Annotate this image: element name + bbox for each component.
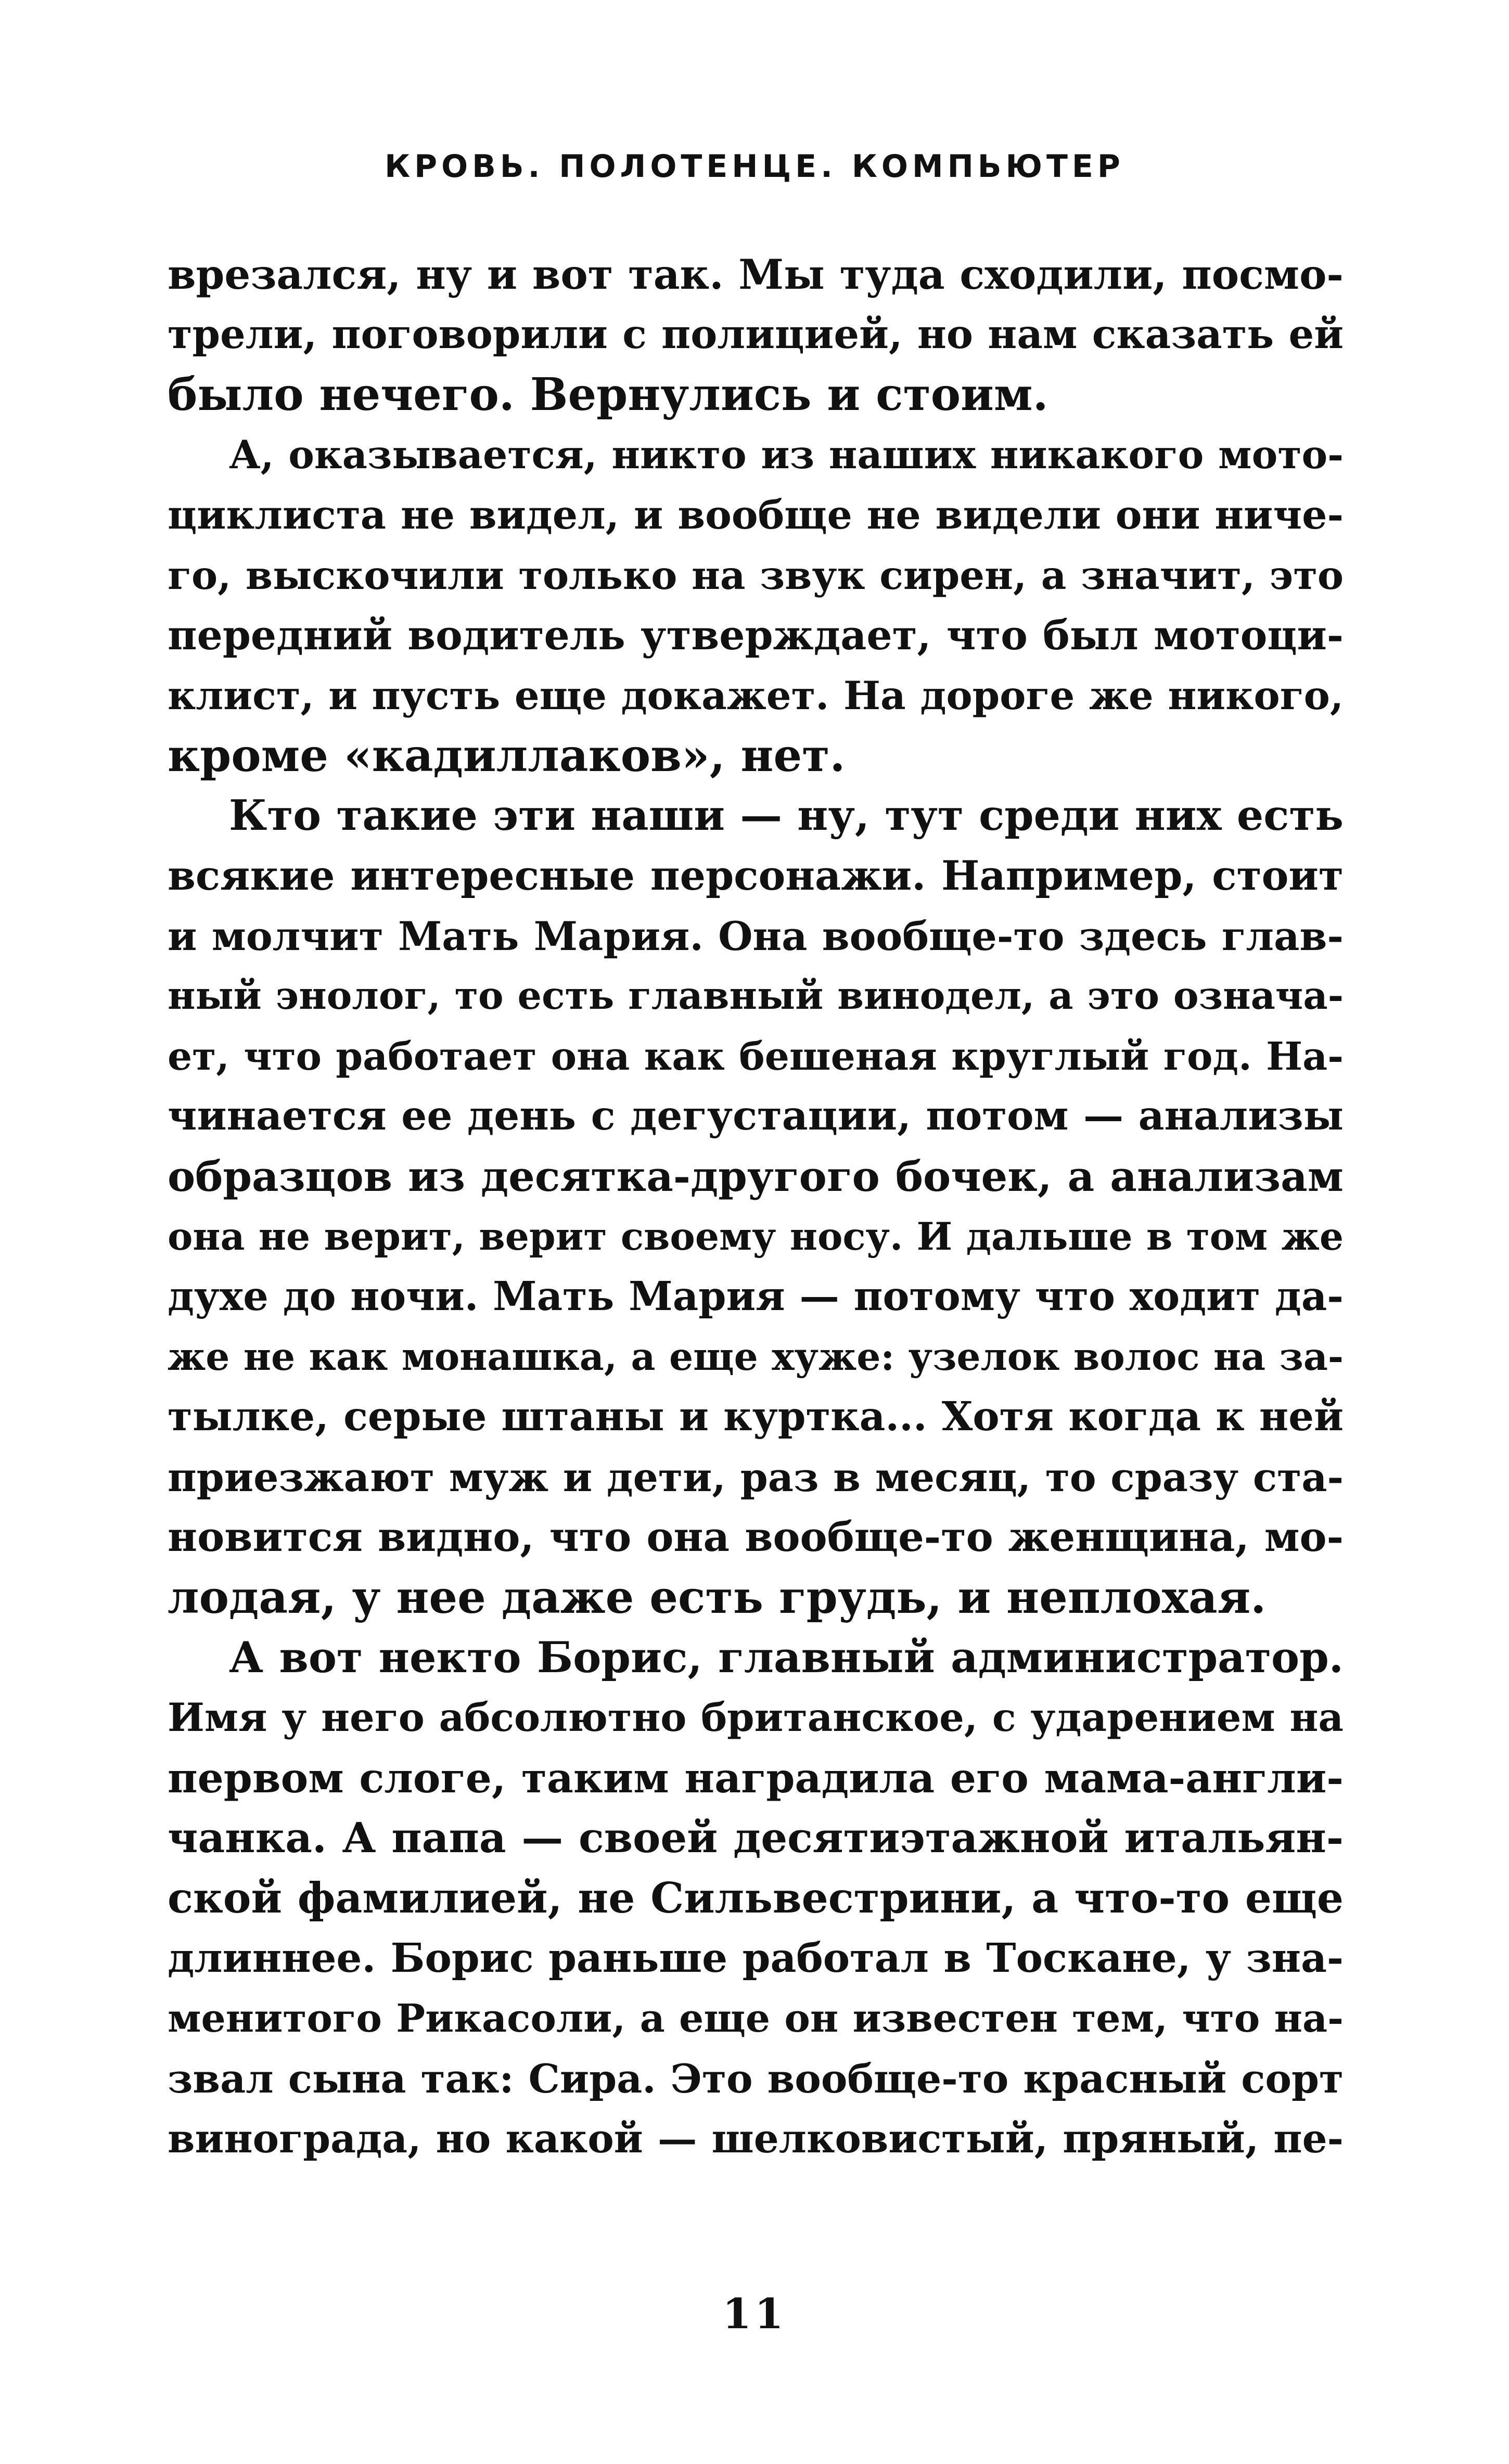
text-line: образцов из десятка-другого бочек, а анализам (168, 1151, 1344, 1201)
text-line: чинается ее день с дегустации, потом — анализы (168, 1093, 1344, 1140)
paragraph-first-line: А вот некто Борис, главный администратор. (229, 1633, 1344, 1683)
text-line: Имя у него абсолютно британское, с ударением на (168, 1695, 1344, 1741)
paragraph-first-line: Кто такие эти наши — ну, тут среди них есть (229, 791, 1344, 841)
text-line: менитого Рикасоли, а еще он известен тем, что на- (168, 1995, 1344, 2042)
text-line: ской фамилией, не Сильвестрини, а что-то еще (168, 1873, 1344, 1923)
text-line: и молчит Мать Мария. Она вообще-то здесь глав- (168, 912, 1344, 959)
text-line: передний водитель утверждает, что был мотоци- (168, 611, 1344, 659)
text-line: же не как монашка, а еще хуже: узелок волос на за- (168, 1334, 1344, 1379)
text-line: лодая, у нее даже есть грудь, и неплохая. (168, 1571, 1267, 1624)
text-line: ет, что работает она как бешеная круглый год. На- (168, 1033, 1344, 1079)
text-line: клист, и пусть еще докажет. На дороге же никого, (168, 672, 1344, 719)
running-title: КРОВЬ. ПОЛОТЕНЦЕ. КОМПЬЮТЕР (385, 148, 1124, 185)
text-line: духе до ночи. Мать Мария — потому что ходит да- (168, 1273, 1344, 1320)
text-line: винограда, но какой — шелковистый, пряный, пе- (168, 2115, 1344, 2162)
text-line: трели, поговорили с полицией, но нам сказать ей (168, 311, 1344, 358)
text-line: врезался, ну и вот так. Мы туда сходили, посмо- (168, 250, 1344, 299)
text-line: первом слоге, таким наградила его мама-англи- (168, 1753, 1344, 1802)
paragraph-first-line: А, оказывается, никто из наших никакого мото- (229, 431, 1344, 478)
text-line: чанка. А папа — своей десятиэтажной итальян- (168, 1813, 1344, 1863)
text-line: она не верит, верит своему носу. И дальше в том же (168, 1214, 1344, 1259)
text-line: циклиста не видел, и вообще не видели они ниче- (168, 492, 1344, 538)
text-line: ный энолог, то есть главный винодел, а это означа- (168, 973, 1344, 1019)
text-line: всякие интересные персонажи. Например, стоит (168, 852, 1344, 900)
text-line: длиннее. Борис раньше работал в Тоскане, у зна- (168, 1934, 1344, 1982)
text-line: было нечего. Вернулись и стоим. (168, 368, 1048, 421)
text-line: новится видно, что она вообще-то женщина, мо- (168, 1513, 1344, 1561)
text-line: звал сына так: Сира. Это вообще-то красный сорт (168, 2055, 1344, 2102)
text-line: го, выскочили только на звук сирен, а значит, это (168, 551, 1344, 598)
body-text (168, 245, 1344, 2169)
text-line: кроме «кадиллаков», нет. (168, 729, 846, 782)
text-line: тылке, серые штаны и куртка... Хотя когда к ней (168, 1393, 1344, 1441)
page-number: 11 (722, 2289, 787, 2338)
text-line: приезжают муж и дети, раз в месяц, то сразу ста- (168, 1454, 1344, 1500)
